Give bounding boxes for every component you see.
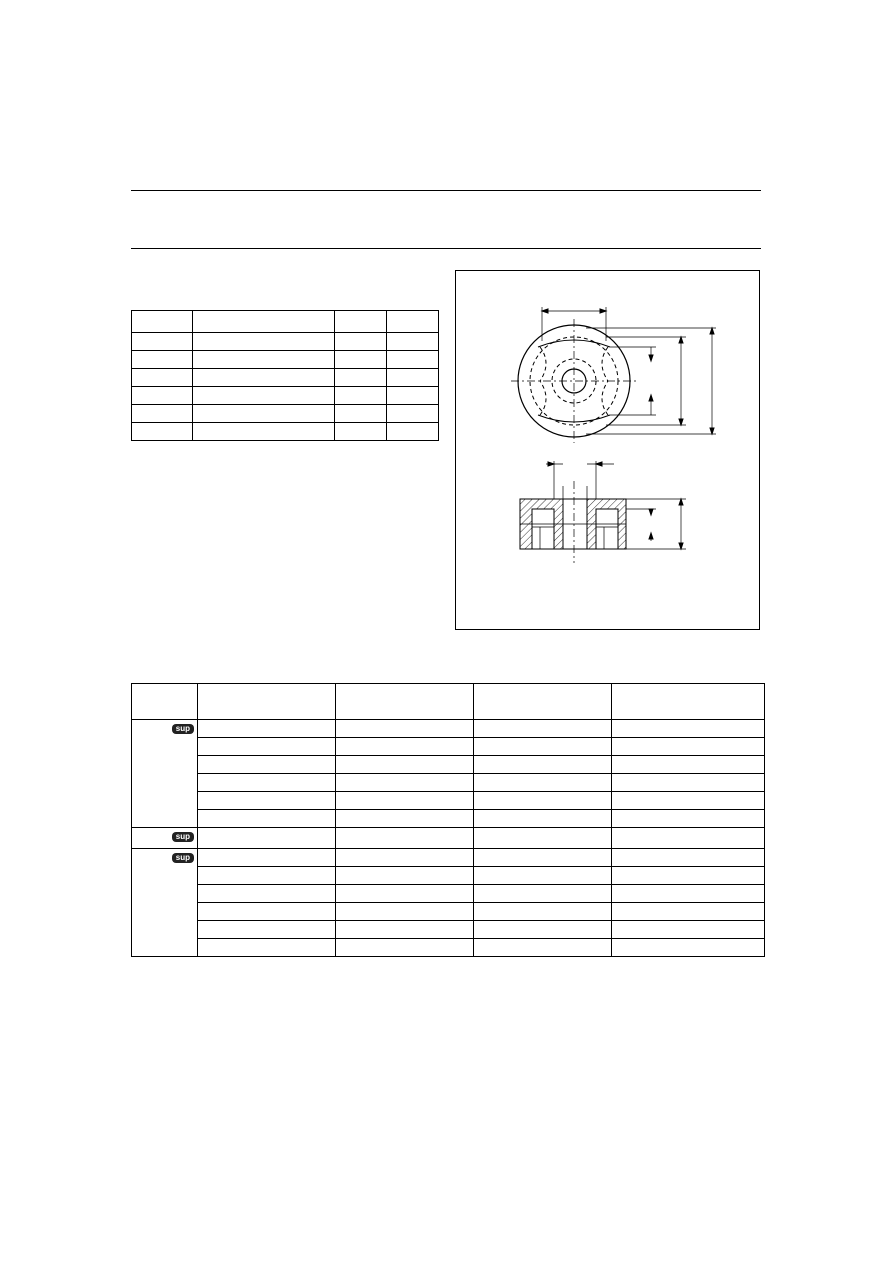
dimensions-cell [335,423,387,441]
grades-cell [474,792,612,810]
dimensions-cell [193,405,335,423]
grades-cell [474,810,612,828]
grades-cell [198,810,336,828]
grades-row [132,738,765,756]
grades-cell [336,939,474,957]
grades-cell [336,867,474,885]
dimensions-cell [335,351,387,369]
grades-cell [336,828,474,849]
dimensions-cell [387,351,439,369]
grade-group-cell [132,849,198,957]
grades-cell [612,774,765,792]
grades-cell [474,738,612,756]
grades-row [132,828,765,849]
dimensions-cell [387,333,439,351]
dimensions-cell [132,311,193,333]
dimensions-cell [132,405,193,423]
header-top-rule [131,190,761,191]
dimensions-cell [335,387,387,405]
grade-group-cell [132,828,198,849]
grades-cell [612,903,765,921]
grades-cell [198,756,336,774]
grades-cell [612,810,765,828]
dimensions-row [132,369,439,387]
grades-row [132,756,765,774]
grades-cell [198,738,336,756]
grades-cell [612,792,765,810]
grades-cell [474,885,612,903]
grades-cell [474,720,612,738]
grades-row [132,867,765,885]
grades-header-cell [132,684,198,720]
dimensions-row [132,423,439,441]
dimensions-cell [335,311,387,333]
grades-header-cell [612,684,765,720]
grades-cell [336,810,474,828]
dimensions-cell [193,311,335,333]
sup-badge: sup [172,724,194,734]
grades-cell [336,720,474,738]
grades-row [132,903,765,921]
dimensions-table [131,310,439,441]
grades-cell [198,774,336,792]
grades-cell [198,828,336,849]
pot-core-top-view-icon [511,307,716,443]
grades-cell [198,867,336,885]
dimensions-header-row [132,311,439,333]
grades-header-cell [474,684,612,720]
dimensions-cell [387,423,439,441]
grades-cell [198,720,336,738]
grades-cell [198,792,336,810]
grades-cell [336,921,474,939]
grades-cell [612,849,765,867]
grades-cell [612,738,765,756]
dimensions-row [132,387,439,405]
grades-cell [336,774,474,792]
grades-row [132,792,765,810]
grades-cell [336,792,474,810]
dimensions-cell [387,311,439,333]
grades-row [132,939,765,957]
grades-row [132,849,765,867]
dimensions-cell [193,351,335,369]
page-title [131,205,761,235]
dimensions-row [132,405,439,423]
dimensions-cell [193,387,335,405]
grades-cell [336,903,474,921]
grades-header-row [132,684,765,720]
dimensions-cell [387,387,439,405]
grades-cell [198,885,336,903]
grades-cell [474,939,612,957]
grades-cell [198,921,336,939]
grades-cell [612,720,765,738]
dimensions-cell [132,423,193,441]
grade-group-cell [132,720,198,828]
dimensions-cell [387,405,439,423]
grades-header-cell [336,684,474,720]
grades-cell [612,921,765,939]
dimensions-cell [193,369,335,387]
dimensions-cell [335,405,387,423]
dimensions-cell [193,423,335,441]
grades-cell [612,828,765,849]
grades-cell [474,903,612,921]
grades-cell [474,921,612,939]
grades-header-cell [198,684,336,720]
grades-row [132,921,765,939]
dimensions-cell [335,333,387,351]
grades-cell [474,849,612,867]
grades-cell [612,939,765,957]
dimensions-cell [132,351,193,369]
grades-cell [336,849,474,867]
sup-badge: sup [172,832,194,842]
pot-core-cross-section-icon [520,461,686,563]
grades-cell [612,756,765,774]
grades-row [132,885,765,903]
grades-cell [336,885,474,903]
grades-cell [198,939,336,957]
grades-cell [198,903,336,921]
grades-cell [474,774,612,792]
dimensions-cell [387,369,439,387]
sup-badge: sup [172,853,194,863]
grades-cell [336,756,474,774]
dimensions-row [132,333,439,351]
dimensions-cell [335,369,387,387]
dimensions-cell [132,333,193,351]
technical-drawing [456,271,761,631]
grades-cell [336,738,474,756]
grades-row [132,720,765,738]
grades-cell [474,867,612,885]
grades-cell [474,828,612,849]
grades-row [132,810,765,828]
grades-cell [474,756,612,774]
dimensions-cell [193,333,335,351]
grades-table [131,683,765,957]
dimensions-cell [132,369,193,387]
drawing-box [455,270,760,630]
grades-cell [612,867,765,885]
grades-cell [612,885,765,903]
header-bottom-rule [131,248,761,249]
grades-row [132,774,765,792]
grades-cell [198,849,336,867]
dimensions-cell [132,387,193,405]
dimensions-row [132,351,439,369]
